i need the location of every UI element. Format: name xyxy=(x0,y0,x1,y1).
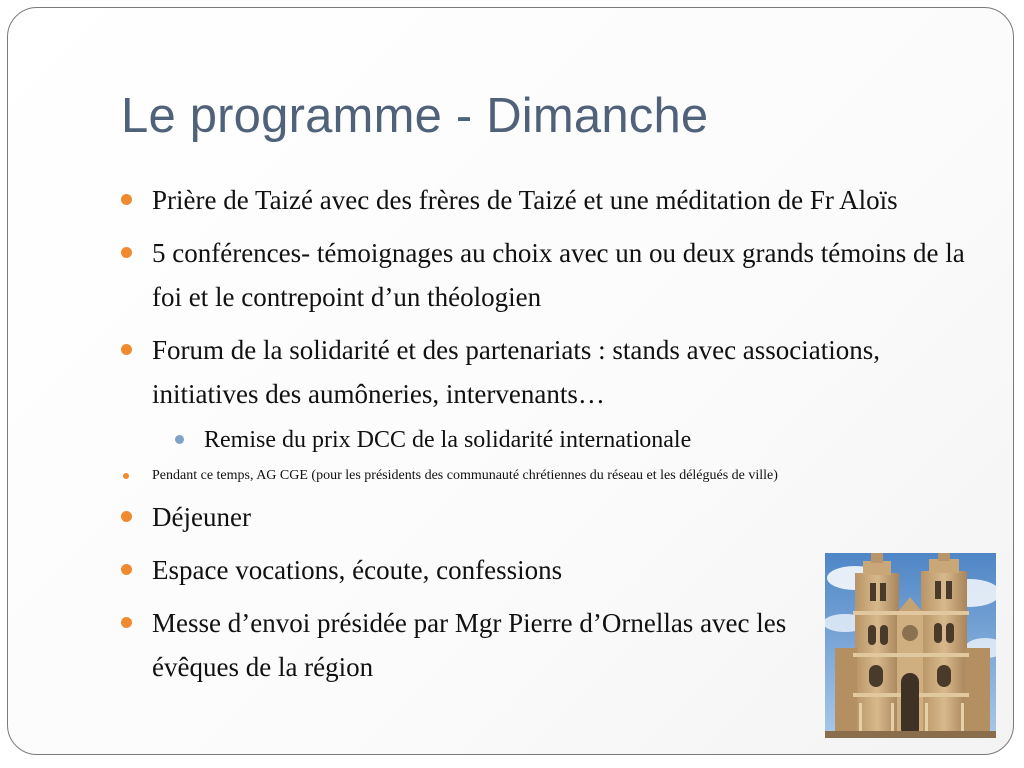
bullet-text: Remise du prix DCC de la solidarité internationale xyxy=(204,427,692,453)
bullet-dot-icon xyxy=(121,564,132,575)
bullet-dot-icon xyxy=(121,617,132,628)
bullet-item xyxy=(121,231,981,319)
slide-title: Le programme - Dimanche xyxy=(121,89,709,143)
bullet-dot-icon xyxy=(121,511,132,522)
bullet-item xyxy=(121,328,981,416)
bullet-dot-icon xyxy=(121,344,132,355)
bullet-text: Déjeuner xyxy=(152,502,251,532)
bullet-text: Prière de Taizé avec des frères de Taizé et une méditation de Fr Aloïs xyxy=(152,185,898,215)
bullet-dot-icon xyxy=(123,473,129,479)
sub-bullet-item xyxy=(121,421,981,459)
bullet-text: Messe d’envoi présidée par Mgr Pierre d’Ornellas avec les évêques de la région xyxy=(152,608,787,682)
sub-bullet-dot-icon xyxy=(175,435,184,444)
bullet-item xyxy=(121,178,981,222)
bullet-item xyxy=(121,495,981,539)
bullet-text: Forum de la solidarité et des partenariats : stands avec associations, initiatives des aumôneries, intervenants… xyxy=(152,335,881,409)
bullet-text: Pendant ce temps, AG CGE (pour les présidents des communauté chrétiennes du réseau et les délégués de ville) xyxy=(152,468,778,483)
cathedral-photo xyxy=(825,553,996,738)
small-bullet-item xyxy=(121,461,981,491)
bullet-text: Espace vocations, écoute, confessions xyxy=(152,555,563,585)
bullet-dot-icon xyxy=(121,247,132,258)
bullet-dot-icon xyxy=(121,194,132,205)
bullet-text: 5 conférences- témoignages au choix avec un ou deux grands témoins de la foi et le contrepoint d’un théologien xyxy=(152,238,965,312)
